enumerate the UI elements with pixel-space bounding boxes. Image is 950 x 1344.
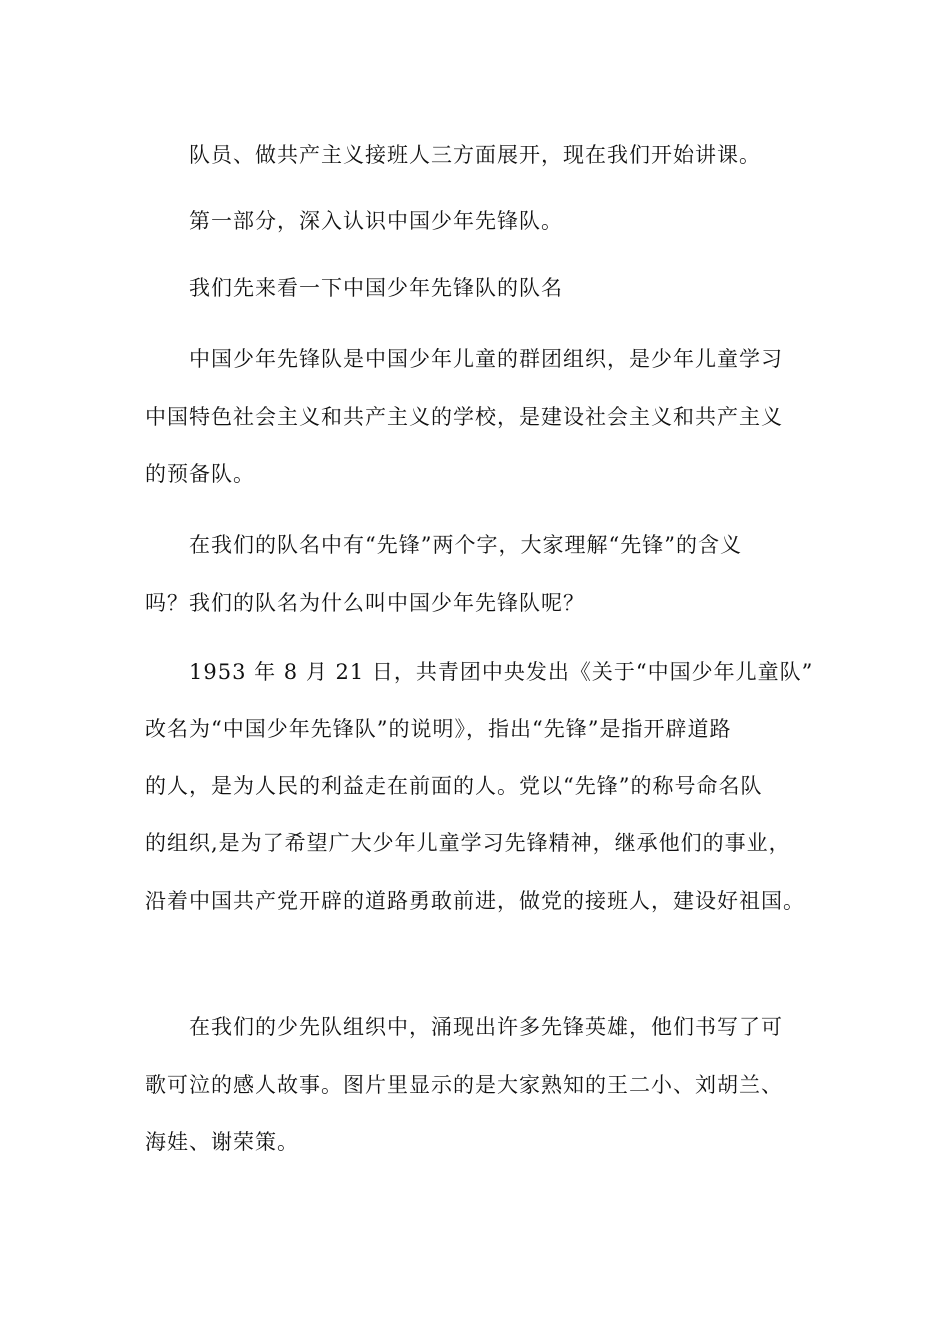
text-line-1: 队员、做共产主义接班人三方面展开，现在我们开始讲课。 [189, 143, 761, 167]
text-line-5: 中国特色社会主义和共产主义的学校，是建设社会主义和共产主义 [145, 405, 783, 429]
text-line-16: 海娃、谢荣策。 [145, 1130, 299, 1154]
text-line-3: 我们先来看一下中国少年先锋队的队名 [189, 276, 563, 300]
text-line-14: 在我们的少先队组织中，涌现出许多先锋英雄，他们书写了可 [189, 1015, 783, 1039]
text-line-9: 1953 年 8 月 21 日，共青团中央发出《关于“中国少年儿童队” [189, 660, 814, 684]
text-line-8: 吗？我们的队名为什么叫中国少年先锋队呢？ [145, 591, 585, 615]
text-line-10: 改名为“中国少年先锋队”的说明》，指出“先锋”是指开辟道路 [145, 717, 732, 741]
section-heading: 第一部分，深入认识中国少年先锋队。 [189, 209, 563, 233]
text-line-12: 的组织,是为了希望广大少年儿童学习先锋精神，继承他们的事业， [145, 831, 791, 855]
text-line-15: 歌可泣的感人故事。图片里显示的是大家熟知的王二小、刘胡兰、 [145, 1073, 783, 1097]
text-line-11: 的人，是为人民的利益走在前面的人。党以“先锋”的称号命名队 [145, 774, 763, 798]
text-line-6: 的预备队。 [145, 462, 255, 486]
text-line-7: 在我们的队名中有“先锋”两个字，大家理解“先锋”的含义 [189, 533, 742, 557]
text-line-4: 中国少年先锋队是中国少年儿童的群团组织，是少年儿童学习 [189, 347, 783, 371]
text-line-13: 沿着中国共产党开辟的道路勇敢前进，做党的接班人，建设好祖国。 [145, 889, 805, 913]
